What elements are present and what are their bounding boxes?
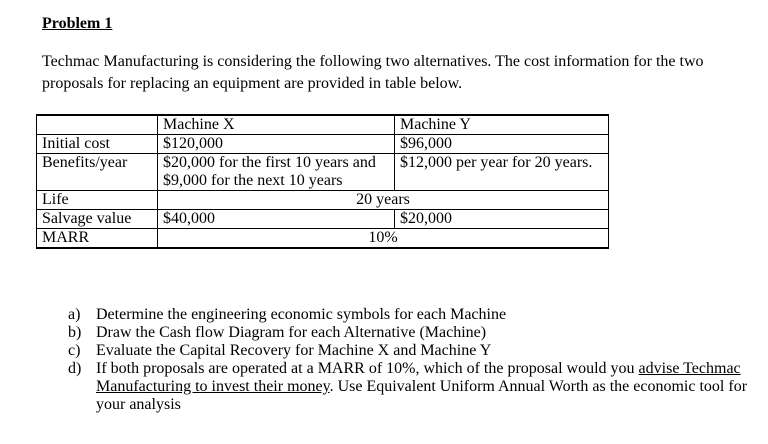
intro-paragraph: Techmac Manufacturing is considering the following two alternatives. The cost information for the two proposals for replacing an equipment are provided in table below. [42, 53, 704, 92]
salvage-x: $40,000 [158, 210, 395, 229]
question-text: Determine the engineering economic symbols for each Machine [96, 306, 507, 323]
benefits-label: Benefits/year [37, 154, 158, 191]
problem-title: Problem 1 [42, 15, 113, 32]
question-item-d [68, 360, 766, 414]
table-row-life [37, 191, 609, 210]
question-item-c [68, 342, 766, 360]
table-row-header [37, 115, 609, 135]
benefits-x: $20,000 for the first 10 years and $9,000 for the next 10 years [158, 154, 395, 191]
question-text-after: . Use Equivalent Uniform Annual Worth as the economic tool for your analysis [96, 378, 748, 413]
header-label-cell [37, 115, 158, 135]
benefits-y: $12,000 per year for 20 years. [395, 154, 609, 191]
table-row-marr [37, 229, 609, 249]
table-row-benefits [37, 154, 609, 191]
question-item-a [68, 306, 766, 324]
life-label: Life [37, 191, 158, 210]
marr-value: 10% [158, 229, 609, 249]
initial-cost-y: $96,000 [395, 135, 609, 154]
salvage-y: $20,000 [395, 210, 609, 229]
question-item-b [68, 324, 766, 342]
life-value: 20 years [158, 191, 609, 210]
question-marker: a) [68, 306, 81, 323]
marr-label: MARR [37, 229, 158, 249]
header-machine-x: Machine X [158, 115, 395, 135]
question-marker: d) [68, 360, 82, 377]
question-text: Evaluate the Capital Recovery for Machine X and Machine Y [96, 342, 492, 359]
table-row-salvage [37, 210, 609, 229]
header-machine-y: Machine Y [395, 115, 609, 135]
question-marker: c) [68, 342, 81, 359]
question-text-before: If both proposals are operated at a MARR of 10%, which of the proposal would you [96, 360, 639, 377]
cost-table [36, 114, 609, 249]
question-marker: b) [68, 324, 82, 341]
question-list [68, 306, 766, 414]
question-text-underlined: advise Techmac Manufacturing to invest their money [96, 360, 741, 395]
table-row-initial-cost [37, 135, 609, 154]
initial-cost-x: $120,000 [158, 135, 395, 154]
question-text: Draw the Cash flow Diagram for each Alternative (Machine) [96, 324, 487, 341]
salvage-label: Salvage value [37, 210, 158, 229]
initial-cost-label: Initial cost [37, 135, 158, 154]
